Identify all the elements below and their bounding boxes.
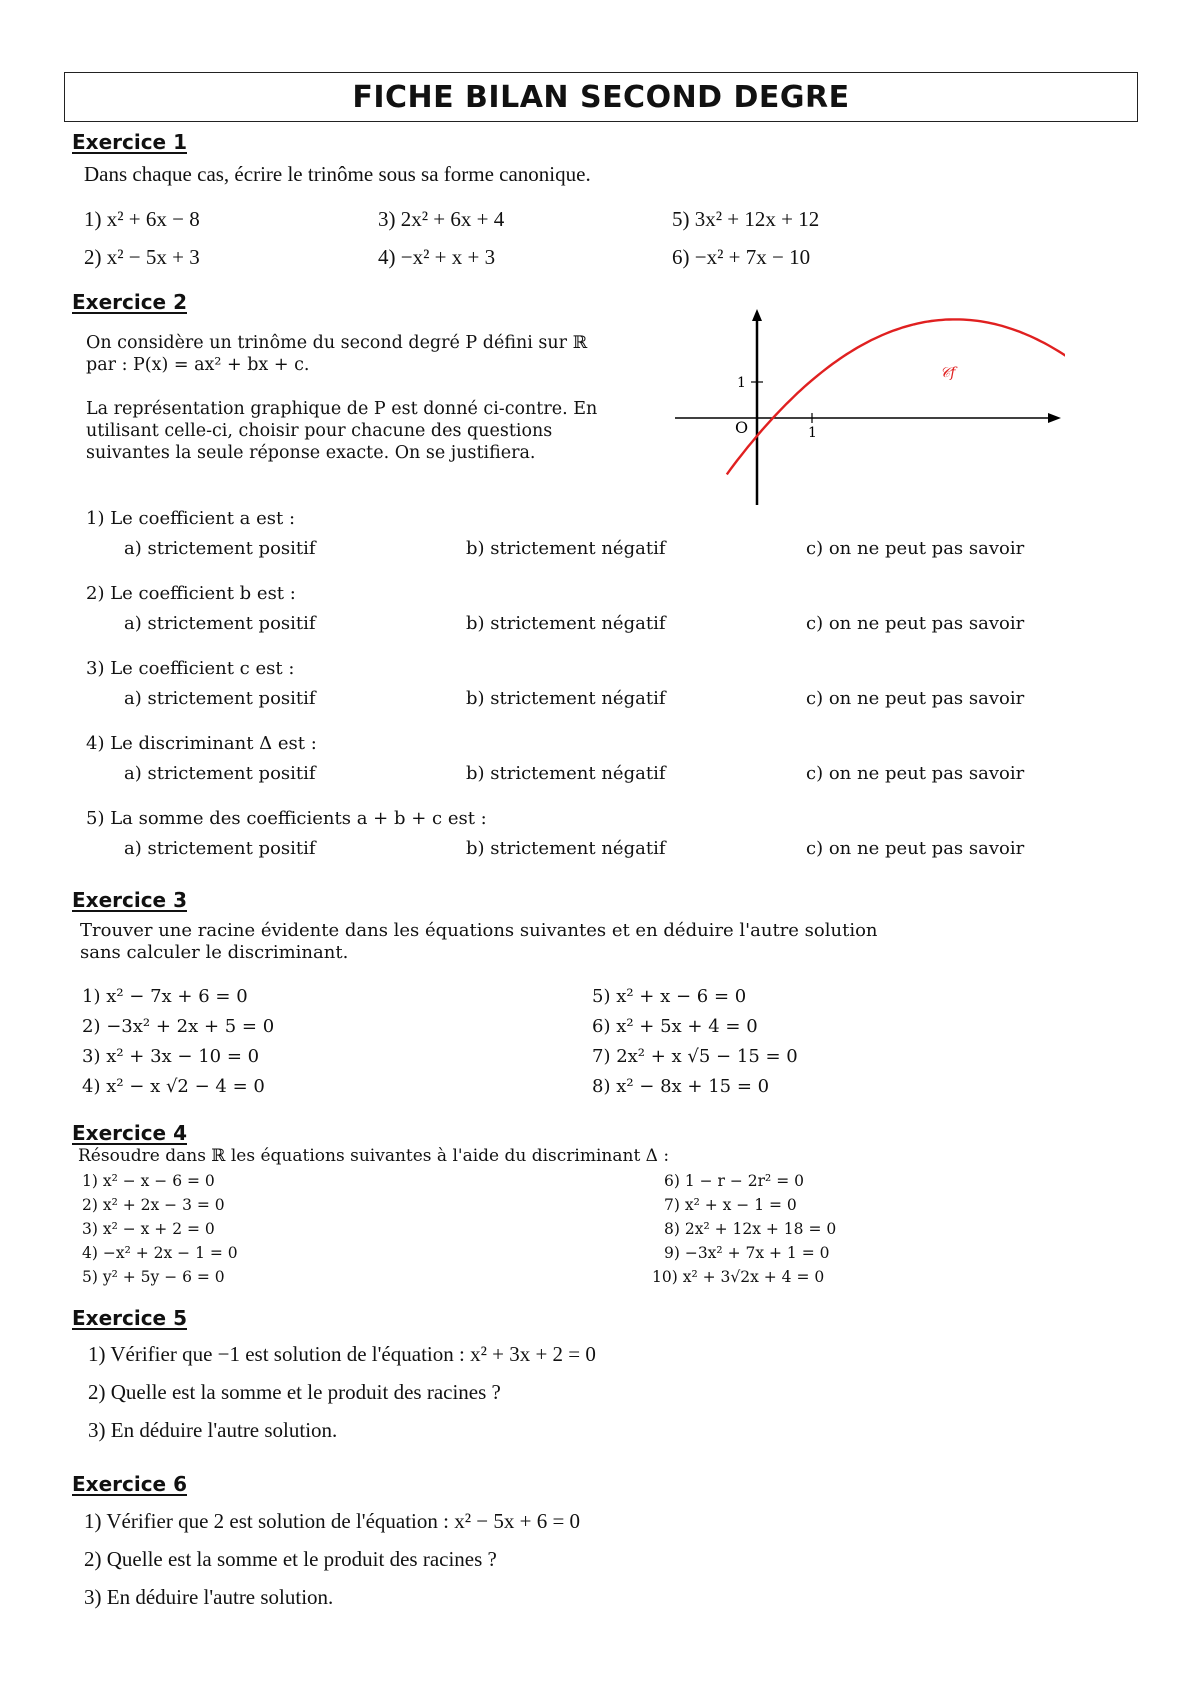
exercise-1-item: 6) −x² + 7x − 10 bbox=[672, 245, 811, 269]
exercise-3-equation: 2) −3x² + 2x + 5 = 0 bbox=[82, 1016, 275, 1037]
exercise-6-heading: Exercice 6 bbox=[72, 1472, 187, 1496]
choice-b: b) strictement négatif bbox=[466, 538, 666, 559]
exercise-2-question: 1) Le coefficient a est : bbox=[86, 508, 296, 529]
exercise-4-equation: 10) x² + 3√2x + 4 = 0 bbox=[652, 1268, 825, 1286]
exercise-2-question: 5) La somme des coefficients a + b + c est : bbox=[86, 808, 487, 829]
exercise-5-item: 3) En déduire l'autre solution. bbox=[88, 1418, 338, 1442]
exercise-4-equation: 1) x² − x − 6 = 0 bbox=[82, 1172, 215, 1190]
choice-b: b) strictement négatif bbox=[466, 838, 666, 859]
exercise-3-equation: 1) x² − 7x + 6 = 0 bbox=[82, 986, 248, 1007]
curve-label: 𝒞f bbox=[940, 365, 956, 381]
exercise-2-question: 2) Le coefficient b est : bbox=[86, 583, 296, 604]
x-tick-label: 1 bbox=[808, 425, 817, 441]
exercise-3-equation: 5) x² + x − 6 = 0 bbox=[592, 986, 747, 1007]
choice-b: b) strictement négatif bbox=[466, 688, 666, 709]
x-axis-arrow-icon bbox=[1048, 413, 1061, 423]
title-box bbox=[64, 72, 1138, 122]
choice-b: b) strictement négatif bbox=[466, 613, 666, 634]
exercise-3-instruction: sans calculer le discriminant. bbox=[80, 942, 349, 963]
y-axis-arrow-icon bbox=[752, 309, 762, 321]
exercise-3-equation: 7) 2x² + x √5 − 15 = 0 bbox=[592, 1046, 798, 1067]
exercise-4-instruction: Résoudre dans ℝ les équations suivantes à l'aide du discriminant Δ : bbox=[78, 1146, 670, 1166]
exercise-3-instruction: Trouver une racine évidente dans les équations suivantes et en déduire l'autre solution bbox=[80, 920, 878, 941]
choice-a: a) strictement positif bbox=[124, 613, 316, 634]
exercise-4-equation: 7) x² + x − 1 = 0 bbox=[664, 1196, 797, 1214]
exercise-4-equation: 9) −3x² + 7x + 1 = 0 bbox=[664, 1244, 830, 1262]
choice-a: a) strictement positif bbox=[124, 838, 316, 859]
choice-c: c) on ne peut pas savoir bbox=[806, 763, 1025, 784]
exercise-1-item: 2) x² − 5x + 3 bbox=[84, 245, 200, 269]
choice-c: c) on ne peut pas savoir bbox=[806, 838, 1025, 859]
exercise-1-item: 1) x² + 6x − 8 bbox=[84, 207, 200, 231]
exercise-6-item: 1) Vérifier que 2 est solution de l'équation : x² − 5x + 6 = 0 bbox=[84, 1509, 581, 1533]
choice-c: c) on ne peut pas savoir bbox=[806, 688, 1025, 709]
exercise-3-equation: 6) x² + 5x + 4 = 0 bbox=[592, 1016, 758, 1037]
exercise-4-equation: 5) y² + 5y − 6 = 0 bbox=[82, 1268, 225, 1286]
page-title: FICHE BILAN SECOND DEGRE bbox=[352, 79, 850, 115]
exercise-3-equation: 8) x² − 8x + 15 = 0 bbox=[592, 1076, 770, 1097]
exercise-5-item: 2) Quelle est la somme et le produit des racines ? bbox=[88, 1380, 501, 1404]
exercise-4-equation: 2) x² + 2x − 3 = 0 bbox=[82, 1196, 225, 1214]
exercise-4-equation: 6) 1 − r − 2r² = 0 bbox=[664, 1172, 804, 1190]
exercise-2-heading: Exercice 2 bbox=[72, 290, 187, 314]
exercise-3-heading: Exercice 3 bbox=[72, 888, 187, 912]
choice-c: c) on ne peut pas savoir bbox=[806, 613, 1025, 634]
exercise-1-heading: Exercice 1 bbox=[72, 130, 187, 154]
choice-a: a) strictement positif bbox=[124, 763, 316, 784]
exercise-1-item: 3) 2x² + 6x + 4 bbox=[378, 207, 505, 231]
choice-c: c) on ne peut pas savoir bbox=[806, 538, 1025, 559]
exercise-5-heading: Exercice 5 bbox=[72, 1306, 187, 1330]
parabola-graph bbox=[665, 305, 1065, 510]
exercise-2-paragraph-1: On considère un trinôme du second degré P défini sur ℝ par : P(x) = ax² + bx + c. bbox=[86, 333, 588, 375]
exercise-6-item: 2) Quelle est la somme et le produit des racines ? bbox=[84, 1547, 497, 1571]
exercise-4-equation: 3) x² − x + 2 = 0 bbox=[82, 1220, 215, 1238]
origin-label: O bbox=[735, 418, 749, 437]
exercise-4-equation: 4) −x² + 2x − 1 = 0 bbox=[82, 1244, 238, 1262]
exercise-1-instruction: Dans chaque cas, écrire le trinôme sous sa forme canonique. bbox=[84, 162, 591, 186]
choice-b: b) strictement négatif bbox=[466, 763, 666, 784]
exercise-2-question: 4) Le discriminant Δ est : bbox=[86, 733, 317, 754]
exercise-4-equation: 8) 2x² + 12x + 18 = 0 bbox=[664, 1220, 837, 1238]
parabola-curve bbox=[727, 319, 1065, 474]
exercise-3-equation: 3) x² + 3x − 10 = 0 bbox=[82, 1046, 260, 1067]
y-tick-label: 1 bbox=[737, 375, 746, 391]
exercise-5-item: 1) Vérifier que −1 est solution de l'équation : x² + 3x + 2 = 0 bbox=[88, 1342, 596, 1366]
exercise-1-item: 5) 3x² + 12x + 12 bbox=[672, 207, 820, 231]
exercise-2-paragraph-2: La représentation graphique de P est donné ci-contre. En utilisant celle-ci, choisir pour chacune des questions suivantes la seule réponse exacte. On se justifiera. bbox=[86, 399, 598, 463]
choice-a: a) strictement positif bbox=[124, 538, 316, 559]
exercise-6-item: 3) En déduire l'autre solution. bbox=[84, 1585, 334, 1609]
exercise-2-question: 3) Le coefficient c est : bbox=[86, 658, 295, 679]
exercise-3-equation: 4) x² − x √2 − 4 = 0 bbox=[82, 1076, 265, 1097]
choice-a: a) strictement positif bbox=[124, 688, 316, 709]
exercise-4-heading: Exercice 4 bbox=[72, 1121, 187, 1145]
exercise-1-item: 4) −x² + x + 3 bbox=[378, 245, 496, 269]
